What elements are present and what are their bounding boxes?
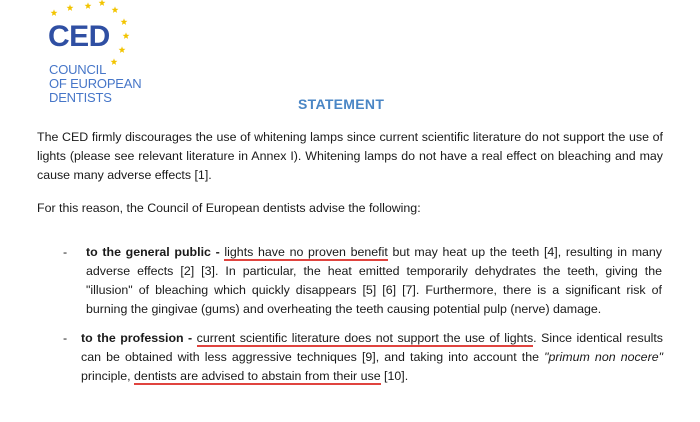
logo-line-1: COUNCIL [49,62,107,77]
statement-heading: STATEMENT [298,96,385,112]
ced-logo [40,0,140,118]
bullet-lead: to the profession [81,331,184,345]
bullet-dash: - [63,245,68,259]
intro-paragraph: The CED firmly discourages the use of whitening lamps since current scientific literature do not support the use of lights (please see relevant literature in Annex I). Whitening lamps do not have a real effect on bleaching and may cause many adverse effects [1]. [37,130,663,182]
bullet-text: but may heat up the teeth [4], resulting in many adverse effects [2] [3]. In particular, the heat emitted temporarily dehydrates the teeth, giving the "illusion" of bleaching which quickly disappears [5] [6] [7]. Furthermore, there is a significant risk of burning the gingivae (gums) and overheating the teeth causing potential pulp (nerve) damage. [86,245,663,316]
bullet-separator: - [183,331,197,345]
bullet-profession [81,329,663,386]
logo-line-2: OF EUROPEAN [49,76,142,91]
bullet-lead: to the general public [86,245,211,259]
highlighted-phrase: current scientific literature does not support the use of lights [196,331,534,345]
bullet-dash: - [63,331,68,345]
highlighted-phrase: dentists are advised to abstain from their use [134,369,381,383]
logo-acronym: CED [48,20,110,53]
highlighted-phrase: lights have no proven benefit [224,245,388,259]
bullet-text: . Since identical results can be obtained with less aggressive techniques [9], and taking into account the [81,331,663,364]
star-icon [99,0,106,6]
latin-phrase: "primum non nocere" [544,350,663,364]
logo-org-name [49,63,159,105]
star-icon [123,32,130,39]
bullet-text: principle, [81,369,135,383]
advice-intro-paragraph: For this reason, the Council of European dentists advise the following: [37,201,421,215]
bullet-separator: - [210,245,225,259]
bullet-general-public [86,243,662,319]
logo-line-3: DENTISTS [49,90,112,105]
bullet-text: [10]. [380,369,409,383]
star-icon [51,9,58,16]
star-icon [119,46,126,53]
star-icon [67,4,74,11]
star-icon [85,2,92,9]
star-icon [121,18,128,25]
star-icon [112,6,119,13]
